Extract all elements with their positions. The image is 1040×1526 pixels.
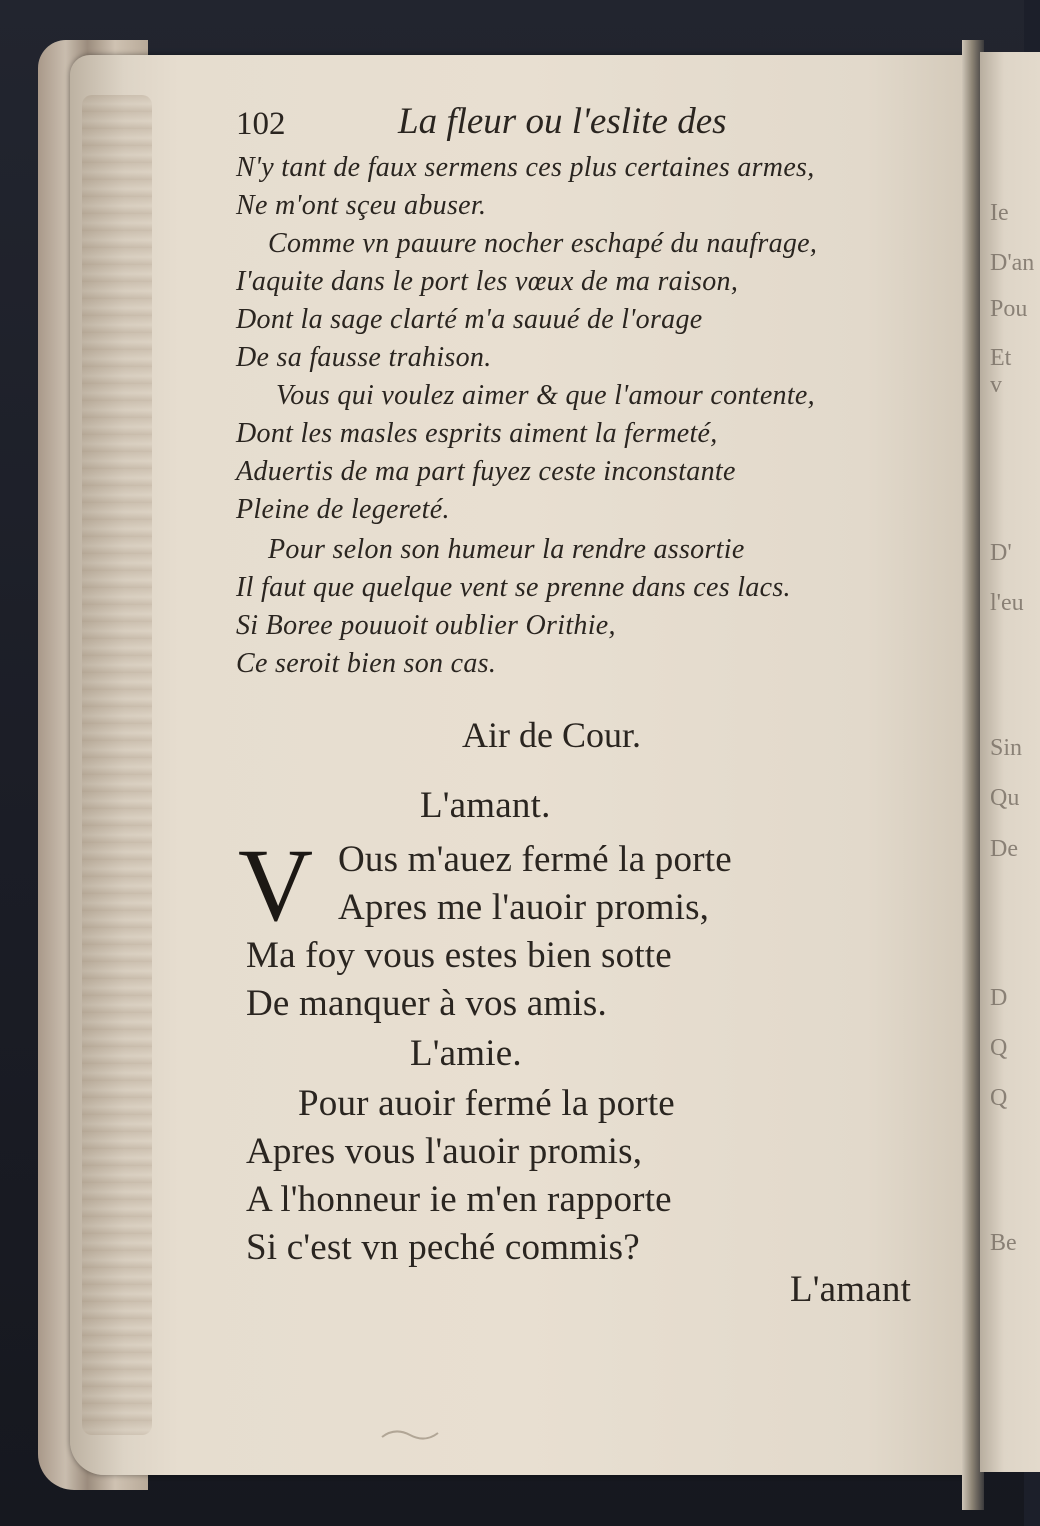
poem-line: I'aquite dans le port les vœux de ma raison, [236, 266, 739, 297]
verse-line: Si c'est vn peché commis? [246, 1227, 640, 1268]
right-page-fragment: D'an [990, 250, 1035, 276]
right-page-fragment: De [990, 836, 1018, 862]
verse-line: A l'honneur ie m'en rapporte [246, 1179, 672, 1220]
right-page-fragment: Q [990, 1035, 1008, 1061]
poem-line: Pleine de legereté. [236, 494, 450, 525]
running-title: La fleur ou l'eslite des [398, 101, 727, 142]
right-page-fragment: Q [990, 1085, 1008, 1111]
verse-line: De manquer à vos amis. [246, 983, 607, 1024]
right-page-fragment: Sin [990, 735, 1023, 761]
poem-line: Si Boree pouuoit oublier Orithie, [236, 610, 616, 641]
poem-line: De sa fausse trahison. [236, 342, 492, 373]
poem-line: N'y tant de faux sermens ces plus certaines armes, [236, 152, 815, 183]
right-page-fragment: Pou [990, 296, 1028, 322]
right-page-fragment: Ie [990, 200, 1009, 226]
poem-line: Il faut que quelque vent se prenne dans ces lacs. [236, 572, 791, 603]
drop-cap: V [238, 828, 314, 943]
poem-line: Vous qui voulez aimer & que l'amour contente, [276, 380, 815, 411]
right-page-fragment: Et v [990, 345, 1012, 398]
verse-line: Apres vous l'auoir promis, [246, 1131, 643, 1172]
page-number: 102 [236, 106, 286, 142]
poem-line: Aduertis de ma part fuyez ceste inconstante [236, 456, 736, 487]
poem-line: Ce seroit bien son cas. [236, 648, 497, 679]
right-page-fragment: Be [990, 1230, 1017, 1256]
verse-line: Ous m'auez fermé la porte [338, 839, 732, 880]
song-title: Air de Cour. [462, 715, 641, 755]
right-page-fragment: D [990, 985, 1008, 1011]
right-page-fragment: D' [990, 540, 1012, 566]
speaker-label: L'amant. [420, 785, 551, 826]
right-page-fragment: Qu [990, 785, 1020, 811]
verse-line: Apres me l'auoir promis, [338, 887, 710, 928]
ornament-mark-icon [380, 1425, 440, 1445]
poem-line: Dont les masles esprits aiment la fermeté, [236, 418, 718, 449]
catchword: L'amant [790, 1269, 912, 1310]
right-page-fragment: l'eu [990, 590, 1024, 616]
poem-line: Dont la sage clarté m'a sauué de l'orage [236, 304, 703, 335]
verse-line: Pour auoir fermé la porte [298, 1083, 675, 1124]
poem-line: Pour selon son humeur la rendre assortie [268, 534, 745, 565]
speaker-label: L'amie. [410, 1033, 522, 1074]
poem-line: Comme vn pauure nocher eschapé du naufrage, [268, 228, 818, 259]
poem-line: Ne m'ont sçeu abuser. [236, 190, 487, 221]
verse-line: Ma foy vous estes bien sotte [246, 935, 672, 976]
